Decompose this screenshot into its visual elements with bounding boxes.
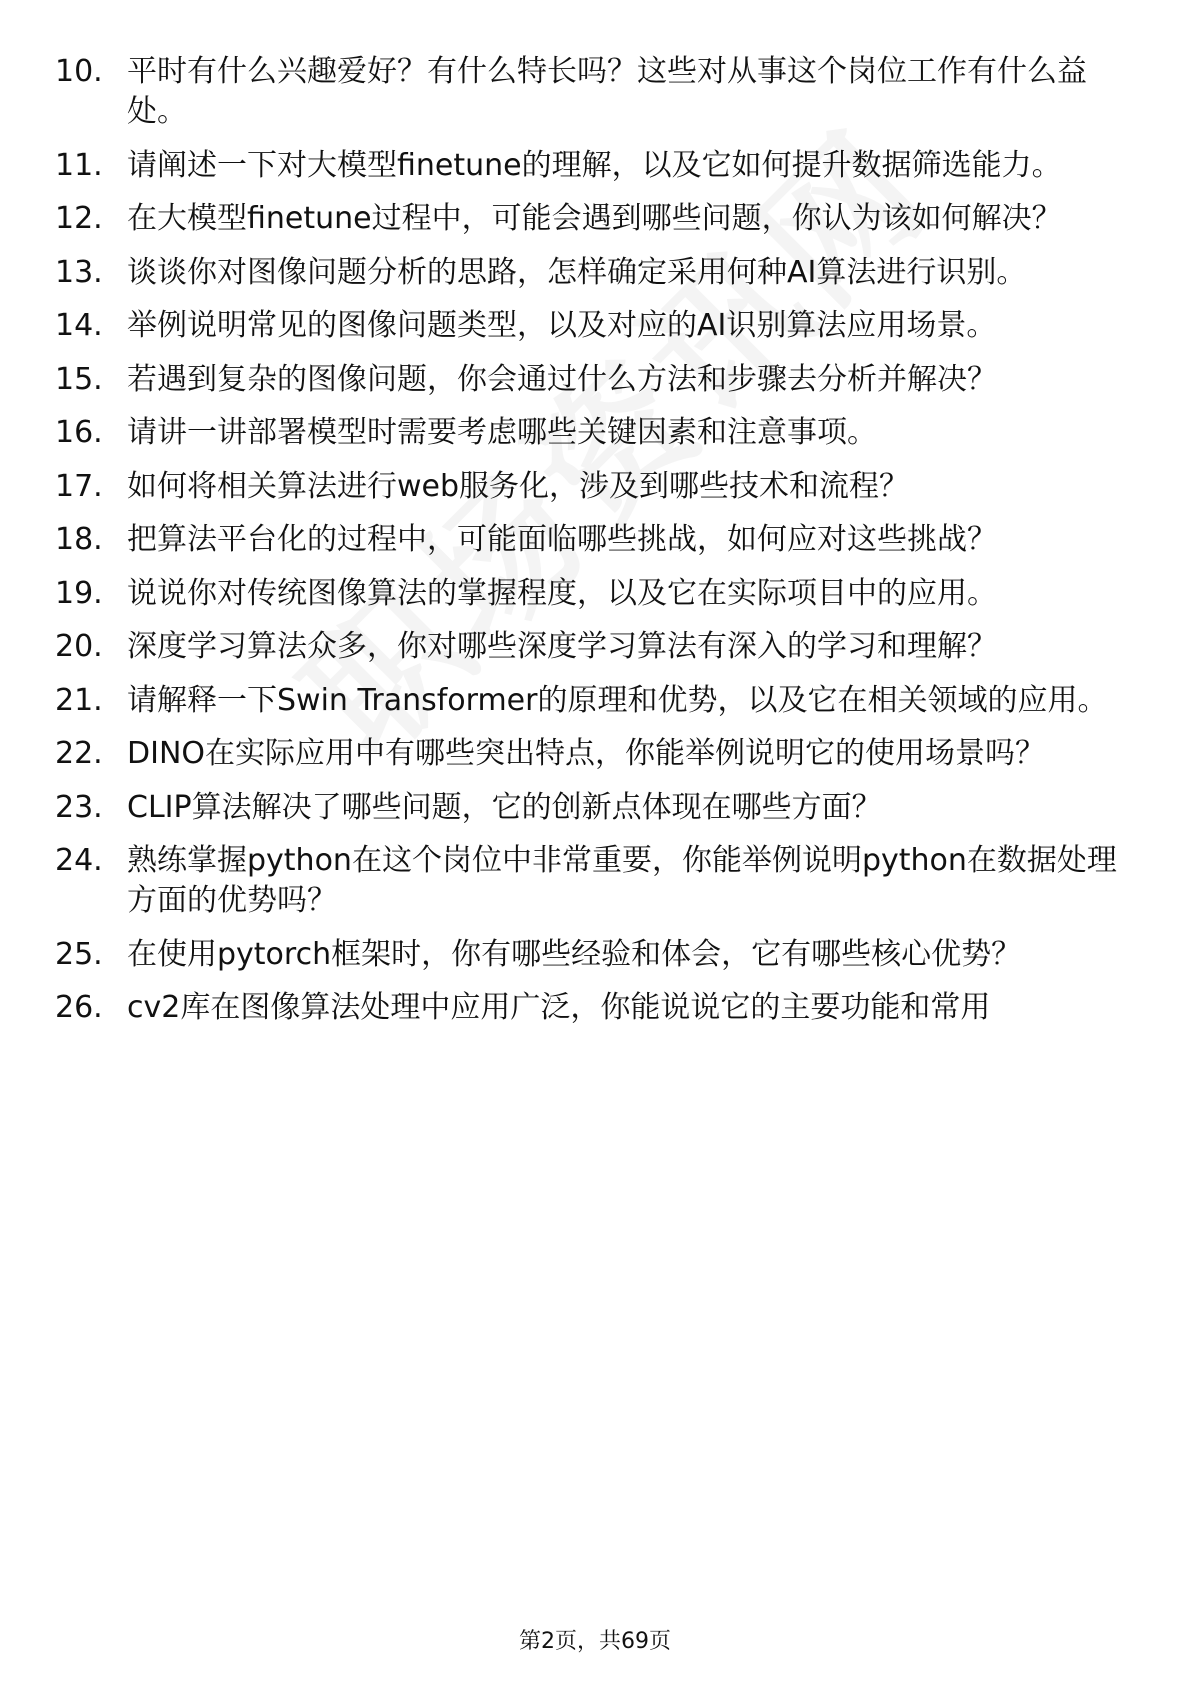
question-text: 若遇到复杂的图像问题，你会通过什么方法和步骤去分析并解决？	[127, 361, 997, 397]
question-text: 如何将相关算法进行web服务化，涉及到哪些技术和流程？	[127, 468, 910, 504]
question-number: 23.	[55, 789, 103, 825]
question-item	[55, 146, 1135, 186]
question-number: 16.	[55, 415, 103, 450]
question-item	[55, 788, 1135, 828]
question-text: 熟练掌握python在这个岗位中非常重要，你能举例说明python在数据处理方面的优势吗？	[127, 843, 1117, 918]
question-item	[55, 467, 1135, 507]
question-item	[55, 681, 1135, 721]
question-list	[55, 52, 1135, 1042]
question-item	[55, 734, 1135, 774]
question-text: 请阐述一下对大模型finetune的理解，以及它如何提升数据筛选能力。	[127, 147, 1062, 183]
question-number: 25.	[55, 936, 103, 972]
question-text: 把算法平台化的过程中，可能面临哪些挑战，如何应对这些挑战？	[127, 522, 997, 557]
question-text: 举例说明常见的图像问题类型，以及对应的AI识别算法应用场景。	[127, 308, 997, 343]
question-number: 20.	[55, 629, 103, 664]
question-item	[55, 520, 1135, 560]
question-text: 深度学习算法众多，你对哪些深度学习算法有深入的学习和理解？	[127, 629, 997, 664]
question-number: 24.	[55, 843, 103, 878]
question-item	[55, 841, 1135, 921]
question-item	[55, 253, 1135, 293]
question-item	[55, 413, 1135, 453]
question-number: 21.	[55, 682, 103, 718]
question-number: 18.	[55, 522, 103, 557]
question-item	[55, 988, 1135, 1028]
question-number: 19.	[55, 575, 103, 611]
question-number: 10.	[55, 54, 103, 89]
question-item	[55, 52, 1135, 132]
question-text: 谈谈你对图像问题分析的思路，怎样确定采用何种AI算法进行识别。	[127, 254, 1027, 290]
question-text: CLIP算法解决了哪些问题，它的创新点体现在哪些方面？	[127, 789, 882, 825]
question-item	[55, 627, 1135, 667]
question-item	[55, 360, 1135, 400]
question-text: 说说你对传统图像算法的掌握程度，以及它在实际项目中的应用。	[127, 575, 997, 611]
question-text: cv2库在图像算法处理中应用广泛，你能说说它的主要功能和常用	[127, 990, 991, 1025]
question-item	[55, 199, 1135, 239]
question-number: 11.	[55, 147, 103, 183]
question-number: 22.	[55, 736, 103, 771]
question-number: 14.	[55, 308, 103, 343]
question-text: DINO在实际应用中有哪些突出特点，你能举例说明它的使用场景吗？	[127, 736, 1046, 771]
question-number: 12.	[55, 201, 103, 236]
question-text: 在大模型finetune过程中，可能会遇到哪些问题，你认为该如何解决？	[127, 201, 1062, 236]
question-item	[55, 306, 1135, 346]
question-number: 13.	[55, 254, 103, 290]
page-footer: 第2页，共69页	[519, 1629, 671, 1654]
question-text: 平时有什么兴趣爱好？有什么特长吗？这些对从事这个岗位工作有什么益处。	[127, 54, 1087, 129]
question-number: 17.	[55, 468, 103, 504]
question-text: 请解释一下Swin Transformer的原理和优势，以及它在相关领域的应用。	[127, 682, 1108, 718]
question-text: 在使用pytorch框架时，你有哪些经验和体会，它有哪些核心优势？	[127, 936, 1022, 972]
question-item	[55, 935, 1135, 975]
question-number: 26.	[55, 990, 103, 1025]
question-number: 15.	[55, 361, 103, 397]
question-item	[55, 574, 1135, 614]
question-text: 请讲一讲部署模型时需要考虑哪些关键因素和注意事项。	[127, 415, 877, 450]
